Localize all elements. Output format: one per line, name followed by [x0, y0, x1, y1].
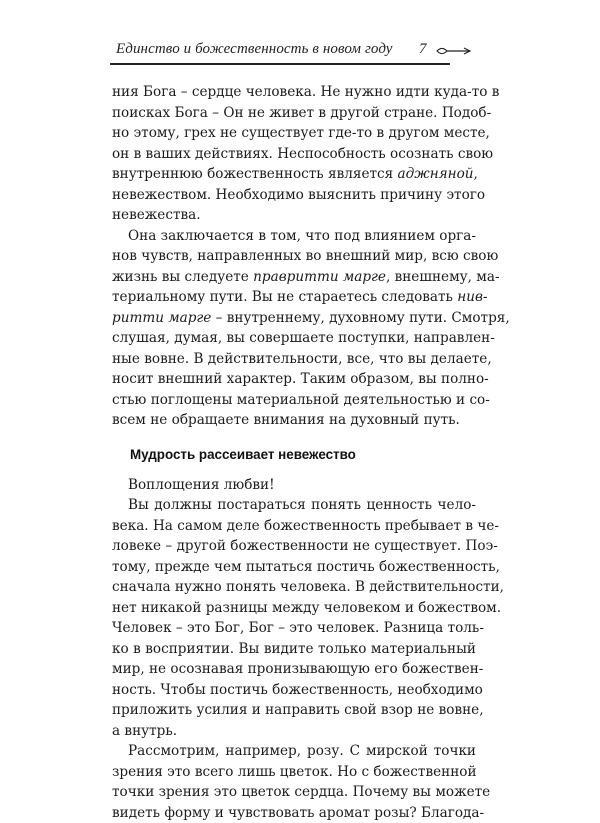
text-line: нов чувств, направленных во внешний мир, всю свою: [112, 246, 476, 267]
paragraph: [112, 475, 476, 496]
text-line: ные вовне. В действительности, все, что вы делаете,: [112, 349, 476, 370]
text-run: териальному пути. Вы не стараетесь следовать: [112, 289, 457, 305]
text-line: Воплощения любви!: [112, 475, 476, 496]
text-line: невежеством. Необходимо выяснить причину этого: [112, 185, 476, 206]
text-line: приложить усилия и направить свой взор не вовне,: [112, 700, 476, 721]
text-line: века. На самом деле божественность пребывает в че-: [112, 516, 476, 537]
paragraph: [112, 495, 476, 741]
text-line: Рассмотрим, например, розу. С мирской точки: [112, 741, 476, 762]
text-line: [112, 267, 476, 288]
text-line: поисках Бога – Он не живет в другой стране. Подоб-: [112, 103, 476, 124]
section-spacer: [112, 431, 476, 443]
text-line: Она заключается в том, что под влиянием орга-: [112, 226, 476, 247]
text-line: ность. Чтобы постичь божественность, необходимо: [112, 680, 476, 701]
page-number: 7: [419, 41, 427, 58]
paragraph: [112, 226, 476, 431]
text-line: сначала нужно понять человека. В действительности,: [112, 577, 476, 598]
text-run: внутреннюю божественность является: [112, 166, 398, 182]
header-rule: [110, 63, 450, 65]
text-line: [112, 308, 476, 329]
running-head: [110, 38, 470, 68]
sanskrit-term: нив-: [457, 289, 487, 305]
text-line: Человек – это Бог, Бог – это человек. Разница толь-: [112, 618, 476, 639]
text-line: носит внешний характер. Таким образом, вы полно-: [112, 369, 476, 390]
section-heading: Мудрость рассеивает невежество: [112, 445, 476, 465]
text-run: – внутреннему, духовному пути. Смотря,: [211, 310, 509, 326]
text-line: стью поглощены материальной деятельностью и со-: [112, 390, 476, 411]
text-line: всем не обращаете внимания на духовный путь.: [112, 410, 476, 431]
text-line: точки зрения это цветок сердца. Почему вы можете: [112, 782, 476, 803]
text-run: ,: [474, 166, 478, 182]
body-text: [112, 82, 476, 823]
ornament-icon: [436, 45, 472, 57]
sanskrit-term: аджняной: [398, 166, 474, 182]
text-run: , внешнему, ма-: [386, 269, 500, 285]
text-line: [112, 164, 476, 185]
paragraph: [112, 82, 476, 226]
text-line: мир, не осознавая пронизывающую его божествен-: [112, 659, 476, 680]
running-title: Единство и божественность в новом году: [116, 41, 393, 58]
text-line: тому, прежде чем пытаться постичь божественность,: [112, 557, 476, 578]
text-line: ния Бога – сердце человека. Не нужно идти куда-то в: [112, 82, 476, 103]
paragraph: [112, 741, 476, 823]
text-line: видеть форму и чувствовать аромат розы? Благода-: [112, 803, 476, 823]
text-line: ко в восприятии. Вы видите только материальный: [112, 639, 476, 660]
text-line: но этому, грех не существует где-то в другом месте,: [112, 123, 476, 144]
text-line: ловеке – другой божественности не существует. Поэ-: [112, 536, 476, 557]
sanskrit-term: ритти марге: [112, 310, 211, 326]
text-line: а внутрь.: [112, 721, 476, 742]
text-line: невежества.: [112, 205, 476, 226]
sanskrit-term: правритти марге: [253, 269, 386, 285]
text-run: жизнь вы следуете: [112, 269, 253, 285]
text-line: слушая, думая, вы совершаете поступки, направлен-: [112, 328, 476, 349]
text-line: Вы должны постараться понять ценность чело-: [112, 495, 476, 516]
text-line: он в ваших действиях. Неспособность осознать свою: [112, 144, 476, 165]
text-line: [112, 287, 476, 308]
text-line: зрения это всего лишь цветок. Но с божественной: [112, 762, 476, 783]
text-line: нет никакой разницы между человеком и божеством.: [112, 598, 476, 619]
